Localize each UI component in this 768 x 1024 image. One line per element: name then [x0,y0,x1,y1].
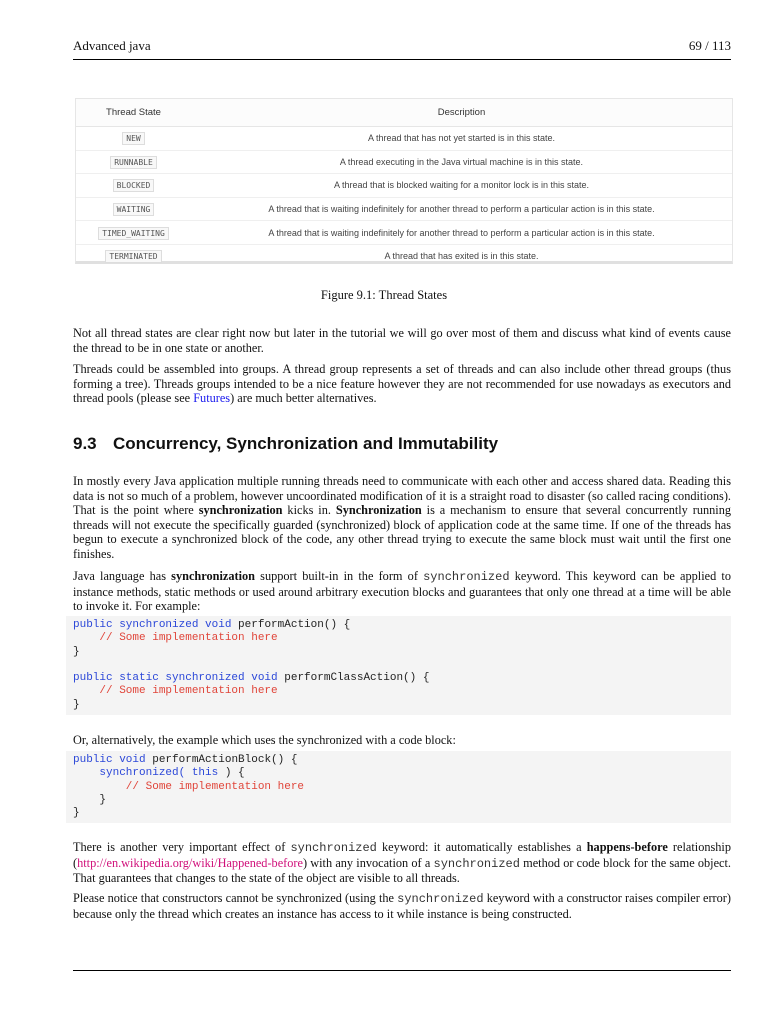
state-name: TERMINATED [105,250,161,263]
paragraph-synchronization-intro: In mostly every Java application multiple running threads need to communicate with each other and access shared data. Reading this data is not so much of a problem, however uncoordinated modification of it is a straight road to disaster (so called racing conditions). That is the point where synchronization kicks in. Synchronization is a mechanism to ensure that several concurrently running threads will not execute the specifically guarded (synchronized) block of application code at the same time. If one of the threads has begun to execute a synchronized block of the code, any other thread trying to execute the same block must wait until the first one finishes. [73,474,731,561]
state-description: A thread that is blocked waiting for a monitor lock is in this state. [191,174,732,198]
state-description: A thread that is waiting indefinitely for another thread to perform a particular action is in this state. [191,197,732,221]
table-row [76,221,732,245]
page-number: 69 / 113 [688,38,731,53]
table-row [76,197,732,221]
document-title: Advanced java [73,38,151,53]
column-header-state: Thread State [76,99,191,127]
paragraph-thread-groups: Threads could be assembled into groups. A thread group represents a set of threads and can also include other thread groups (thus forming a tree). Threads groups intended to be a nice feature however they are not recommended for use nowadays as executors and thread pools (please see Futures) are much better alternatives. [73,362,731,406]
column-header-description: Description [191,99,732,127]
footer-rule [73,970,731,971]
code-block-synchronized-block: public void performActionBlock() { synchronized( this ) { // Some implementation here } } [66,751,731,823]
state-name: WAITING [113,203,155,216]
thread-states-table [76,99,732,268]
state-description: A thread that has exited is in this state. [384,251,539,262]
section-heading [73,434,498,454]
table-row [76,150,732,174]
thread-states-figure [75,98,733,264]
state-name: NEW [122,132,144,145]
page-header [73,38,731,60]
table-row [76,127,732,151]
state-name: TIMED_WAITING [98,227,169,240]
table-row [76,174,732,198]
paragraph-constructors: Please notice that constructors cannot be synchronized (using the synchronized keyword with a constructor raises compiler error) because only the thread which creates an instance has access to it while instance is being constructed. [73,891,731,921]
paragraph-alternative: Or, alternatively, the example which uses the synchronized with a code block: [73,733,456,747]
state-description: A thread that is waiting indefinitely for another thread to perform a particular action is in this state. [191,221,732,245]
table-row [76,244,732,267]
state-name: RUNNABLE [110,156,157,169]
state-description: A thread that has not yet started is in this state. [191,127,732,151]
section-title: Concurrency, Synchronization and Immutability [113,434,499,453]
paragraph-synchronized-keyword: Java language has synchronization support built-in in the form of synchronized keyword. This keyword can be applied to instance methods, static methods or used around arbitrary execution blocks and guarantees that only one thread at a time will be able to invoke it. For example: [73,569,731,614]
state-name: BLOCKED [113,179,155,192]
figure-caption: Figure 9.1: Thread States [320,288,448,302]
paragraph-happens-before: There is another very important effect of synchronized keyword: it automatically establishes a happens-before relationship (http://en.wikipedia.org/wiki/Happened-before) with any invocation of a synchronized method or code block for the same object. That guarantees that changes to the state of the object are visible to all threads. [73,840,731,886]
section-number: 9.3 [73,434,97,453]
happened-before-link[interactable]: http://en.wikipedia.org/wiki/Happened-before [77,855,303,870]
table-header-row [76,99,732,127]
state-description: A thread executing in the Java virtual machine is in this state. [191,150,732,174]
paragraph-thread-states: Not all thread states are clear right now but later in the tutorial we will go over most of them and discuss what kind of events cause the thread to be in one state or another. [73,326,731,355]
futures-link[interactable]: Futures [193,391,231,406]
code-block-synchronized-methods: public synchronized void performAction() { // Some implementation here } public static synchronized void performClassAction() { // Some implementation here } [66,616,731,715]
